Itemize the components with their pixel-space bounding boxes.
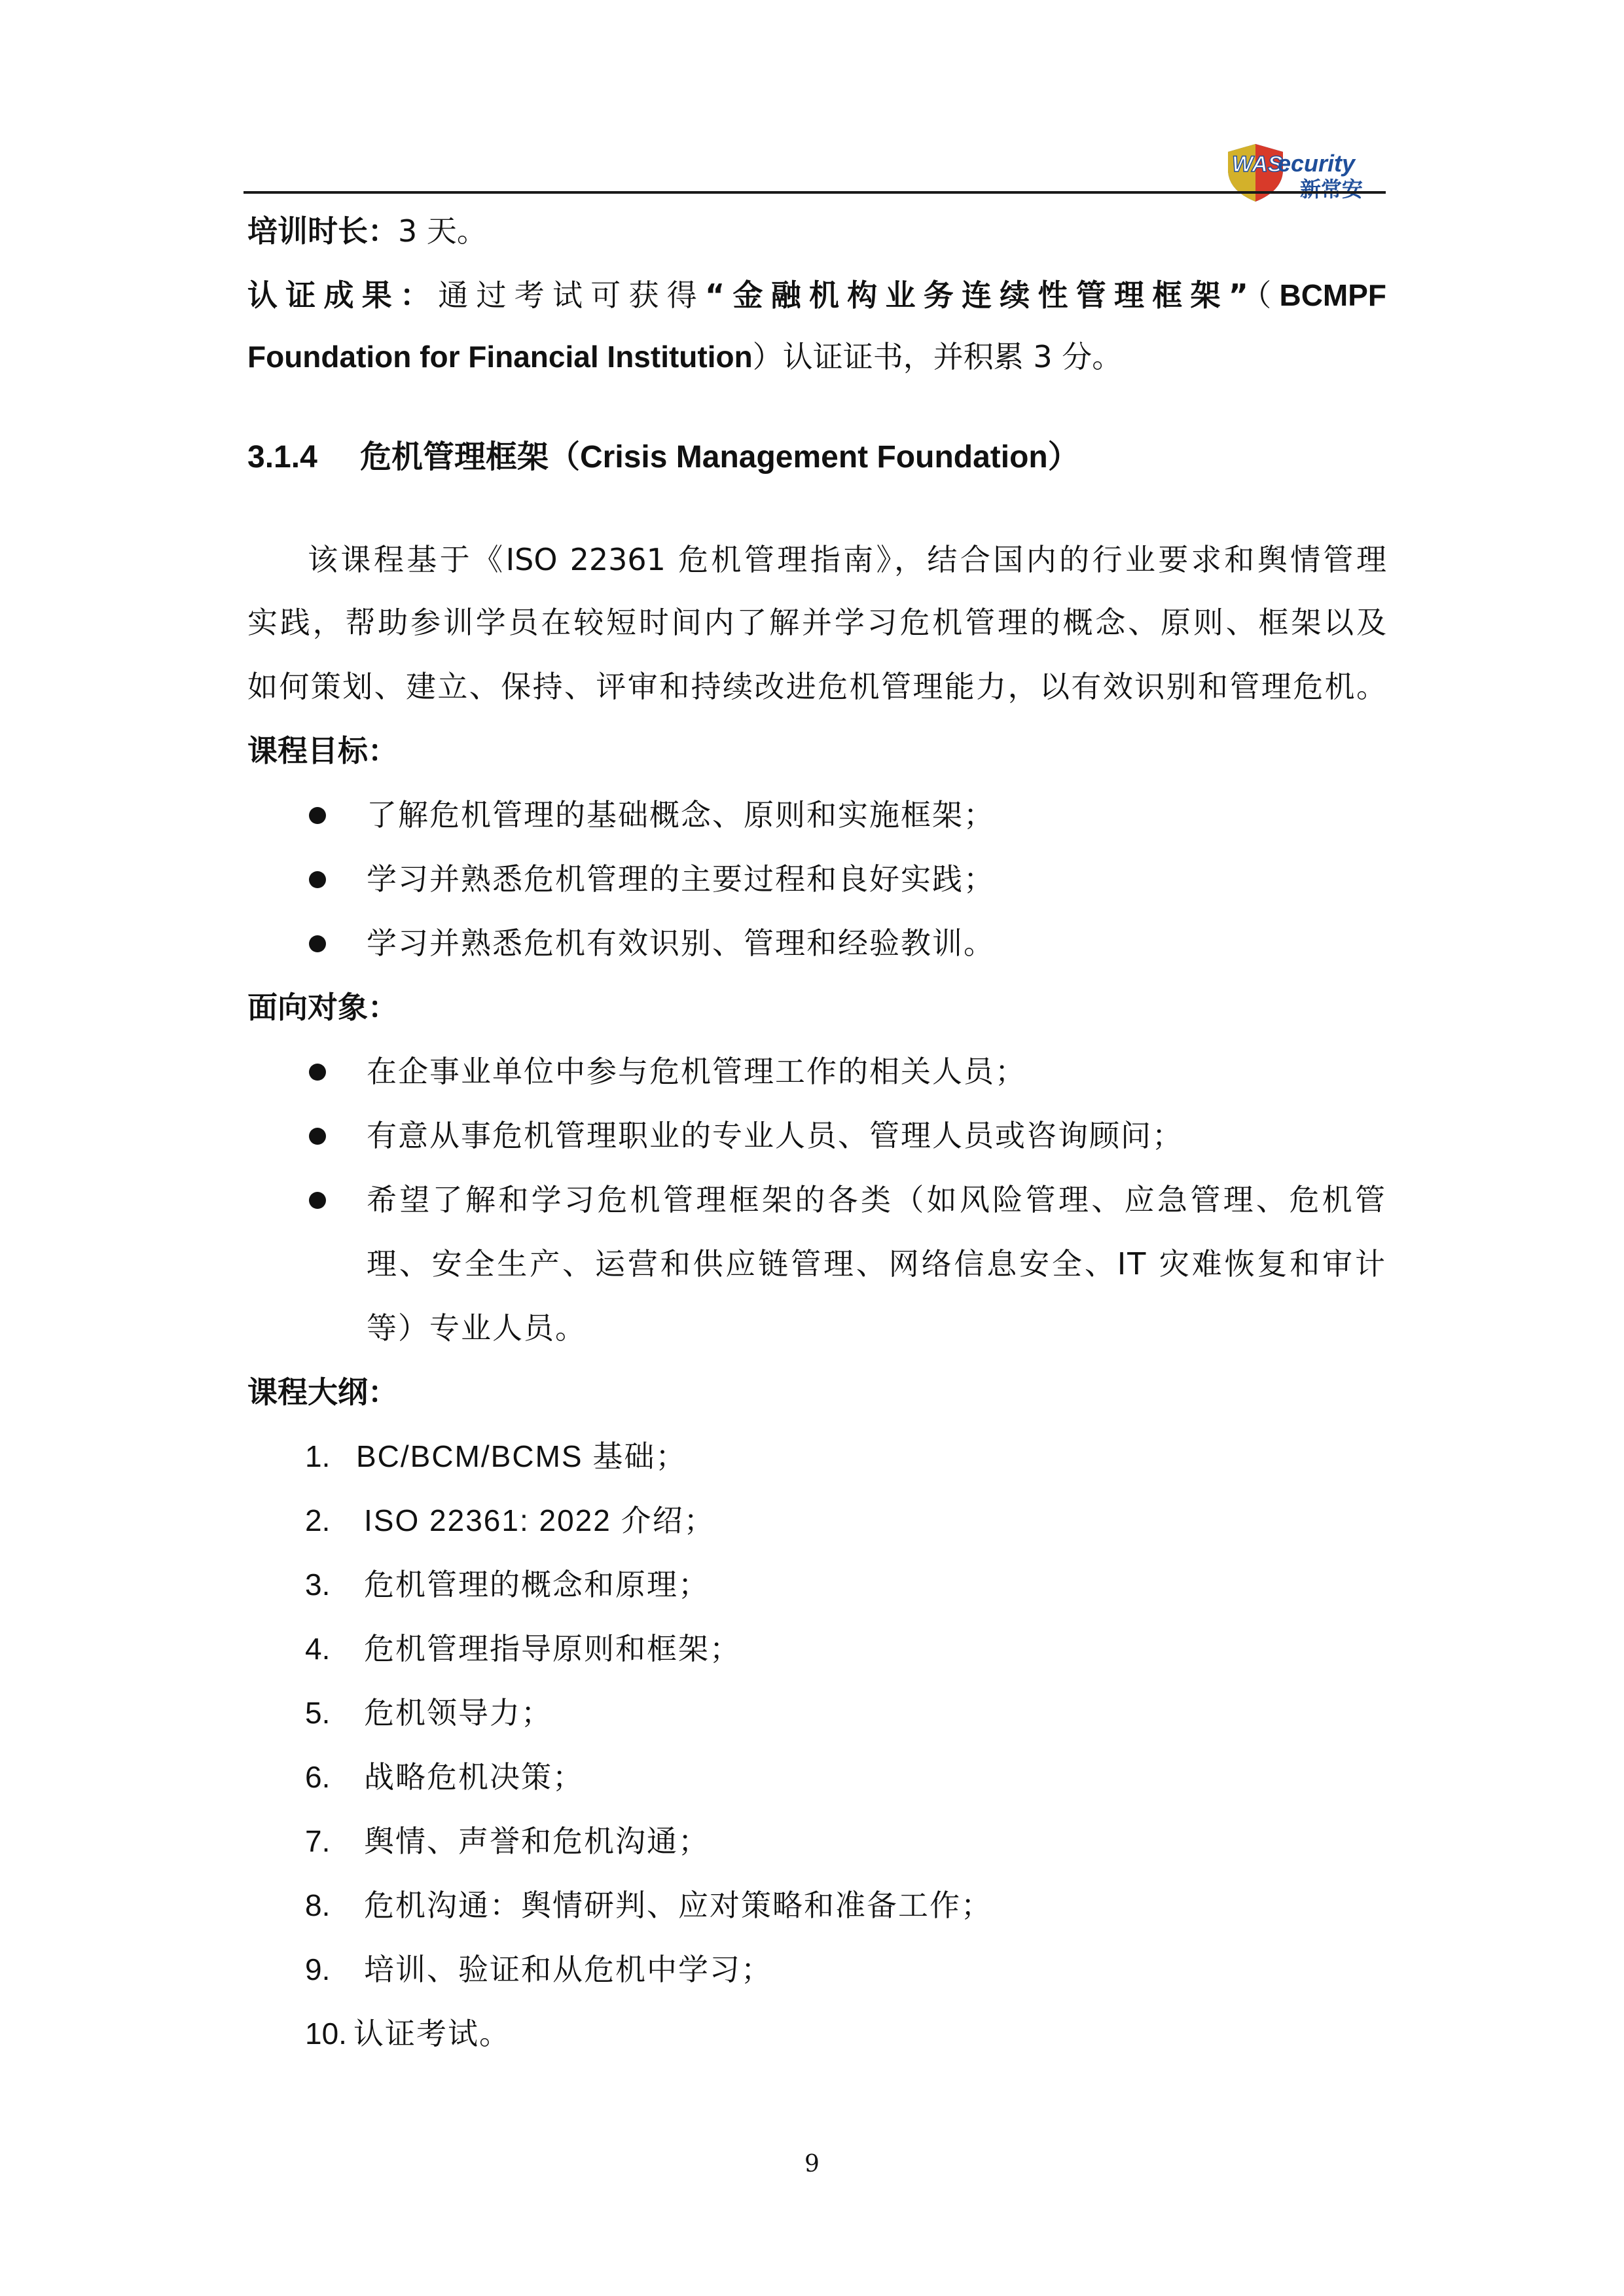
certification-bcmpf: BCMPF [1279, 278, 1387, 312]
section-number: 3.1.4 [247, 440, 317, 475]
outline-item-number: 9. [305, 1952, 331, 1986]
training-duration-label: 培训时长： [247, 213, 398, 249]
audience-item: 有意从事危机管理职业的专业人员、管理人员或咨询顾问； [367, 1118, 1183, 1153]
bullet-dot [309, 935, 326, 952]
certification-paren-open: （ [1252, 278, 1280, 313]
outline-item-text: BC/BCM/BCMS 基础； [356, 1439, 687, 1473]
objective-item: 学习并熟悉危机有效识别、管理和经验教训。 [367, 925, 995, 961]
outline-item-number: 10. [305, 2017, 347, 2051]
objective-item: 学习并熟悉危机管理的主要过程和良好实践； [367, 861, 995, 897]
intro-line-2: 实践，帮助参训学员在较短时间内了解并学习危机管理的概念、原则、框架以及 [247, 605, 1386, 640]
certification-line-1 [247, 275, 1386, 315]
logo-ecurity-text: ecurity [1278, 150, 1356, 177]
audience-item-3-line-1: 希望了解和学习危机管理框架的各类（如风险管理、应急管理、危机管 [367, 1182, 1386, 1217]
outline-item-number: 6. [305, 1760, 331, 1794]
logo-was-text: WAS [1232, 152, 1283, 177]
outline-item-number: 7. [305, 1824, 331, 1858]
certification-name: “金融机构业务连续性管理框架” [705, 278, 1252, 313]
audience-item-3-line-3: 等）专业人员。 [367, 1310, 586, 1346]
bullet-dot [309, 871, 326, 888]
bullet-dot [309, 1192, 326, 1209]
section-title-cn: 危机管理框架（ [360, 439, 581, 475]
outline-item-number: 4. [305, 1632, 331, 1666]
certification-english-name: Foundation for Financial Institution [247, 340, 753, 374]
training-duration-value: 3 天。 [398, 213, 487, 249]
bullet-dot [309, 1064, 326, 1081]
logo-subtext: 新常安 [1300, 177, 1363, 202]
objectives-label: 课程目标： [247, 733, 398, 768]
objective-item: 了解危机管理的基础概念、原则和实施框架； [367, 797, 995, 833]
outline-item-number: 8. [305, 1888, 331, 1922]
section-title-end: ） [1047, 439, 1079, 475]
outline-item-text: ISO 22361: 2022 介绍； [364, 1503, 715, 1537]
audience-item: 在企事业单位中参与危机管理工作的相关人员； [367, 1054, 1026, 1089]
outline-item-number: 5. [305, 1696, 331, 1730]
outline-item-number: 3. [305, 1568, 331, 1602]
outline-item-number: 2. [305, 1503, 331, 1537]
outline-item-text: 危机管理的概念和原理； [364, 1567, 710, 1602]
section-title-en: Crisis Management Foundation [580, 440, 1048, 475]
outline-item-text: 危机沟通：舆情研判、应对策略和准备工作； [364, 1888, 992, 1923]
certification-line-2 [247, 336, 1386, 377]
audience-item-3-line-2: 理、安全生产、运营和供应链管理、网络信息安全、IT 灾难恢复和审计 [367, 1246, 1386, 1282]
intro-line-1: 该课程基于《ISO 22361 危机管理指南》，结合国内的行业要求和舆情管理 [308, 542, 1386, 577]
training-duration [247, 211, 1386, 251]
outline-item-text: 认证考试。 [353, 2016, 511, 2051]
outline-item-number: 1. [305, 1439, 331, 1473]
bullet-dot [309, 807, 326, 824]
outline-item-text: 舆情、声誉和危机沟通； [364, 1823, 710, 1859]
outline-label: 课程大纲： [247, 1374, 398, 1410]
header-rule [244, 191, 1386, 194]
section-heading [247, 436, 1079, 478]
outline-item-text: 培训、验证和从危机中学习； [364, 1952, 772, 1987]
certification-text-b: ）认证证书，并积累 3 分。 [752, 339, 1123, 374]
certification-text-a: 通过考试可获得 [438, 278, 705, 313]
page-number: 9 [804, 2151, 820, 2178]
certification-label: 认证成果： [247, 278, 439, 313]
intro-line-3: 如何策划、建立、保持、评审和持续改进危机管理能力，以有效识别和管理危机。 [247, 669, 1386, 704]
outline-item-text: 危机领导力； [364, 1695, 552, 1731]
outline-item-text: 危机管理指导原则和框架； [364, 1631, 741, 1666]
outline-item-text: 战略危机决策； [364, 1759, 584, 1795]
bullet-dot [309, 1128, 326, 1145]
audience-label: 面向对象： [247, 990, 398, 1025]
